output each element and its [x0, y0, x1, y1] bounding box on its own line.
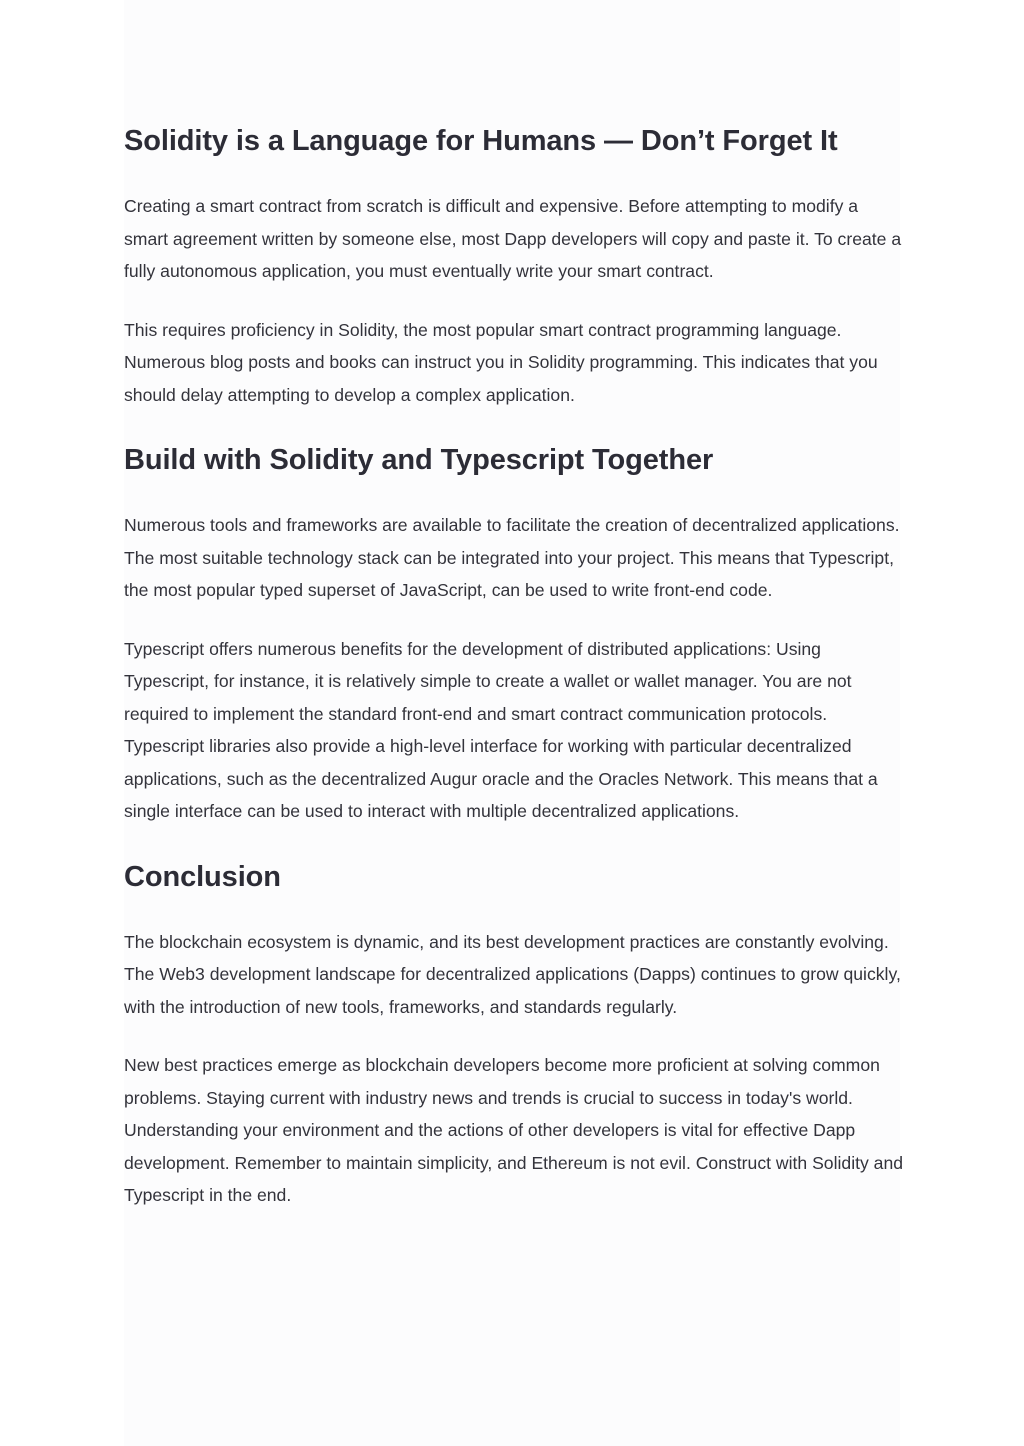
paragraph: The blockchain ecosystem is dynamic, and its best development practices are constantly evolving. The Web3 development landscape for decentralized applications (Dapps) continues to grow quickly, with the introduction of new tools, frameworks, and standards regularly.: [124, 931, 901, 1017]
section-heading: Build with Solidity and Typescript Together: [124, 444, 714, 476]
paragraph: New best practices emerge as blockchain developers become more proficient at solving common problems. Staying current with industry news and trends is crucial to success in today's world. Understanding your environment and the actions of other developers is vital for effective Dapp development. Remember to maintain simplicity, and Ethereum is not evil. Construct with Solidity and Typescript in the end.: [124, 1055, 904, 1205]
paragraph: This requires proficiency in Solidity, the most popular smart contract programming language. Numerous blog posts and books can instruct you in Solidity programming. This indicates that you should delay attempting to develop a complex application.: [124, 319, 878, 405]
section-heading: Solidity is a Language for Humans — Don’t Forget It: [124, 125, 838, 157]
paragraph: Typescript offers numerous benefits for the development of distributed applications: Using Typescript, for instance, it is relatively simple to create a wallet or wallet manager. You are not required to implement the standard front-end and smart contract communication protocols. Typescript libraries also provide a high-level interface for working with particular decentralized applications, such as the decentralized Augur oracle and the Oracles Network. This means that a single interface can be used to interact with multiple decentralized applications.: [124, 638, 878, 821]
section-heading: Conclusion: [124, 860, 281, 893]
article-body: [124, 118, 904, 1238]
section-solidity-typescript: [124, 437, 904, 828]
section-conclusion: [124, 854, 904, 1212]
section-solidity-language: [124, 118, 904, 411]
paragraph: Creating a smart contract from scratch is difficult and expensive. Before attempting to modify a smart agreement written by someone else, most Dapp developers will copy and paste it. To create a fully autonomous application, you must eventually write your smart contract.: [124, 196, 902, 281]
paragraph: Numerous tools and frameworks are available to facilitate the creation of decentralized applications. The most suitable technology stack can be integrated into your project. This means that Typescript, the most popular typed superset of JavaScript, can be used to write front-end code.: [124, 515, 900, 600]
